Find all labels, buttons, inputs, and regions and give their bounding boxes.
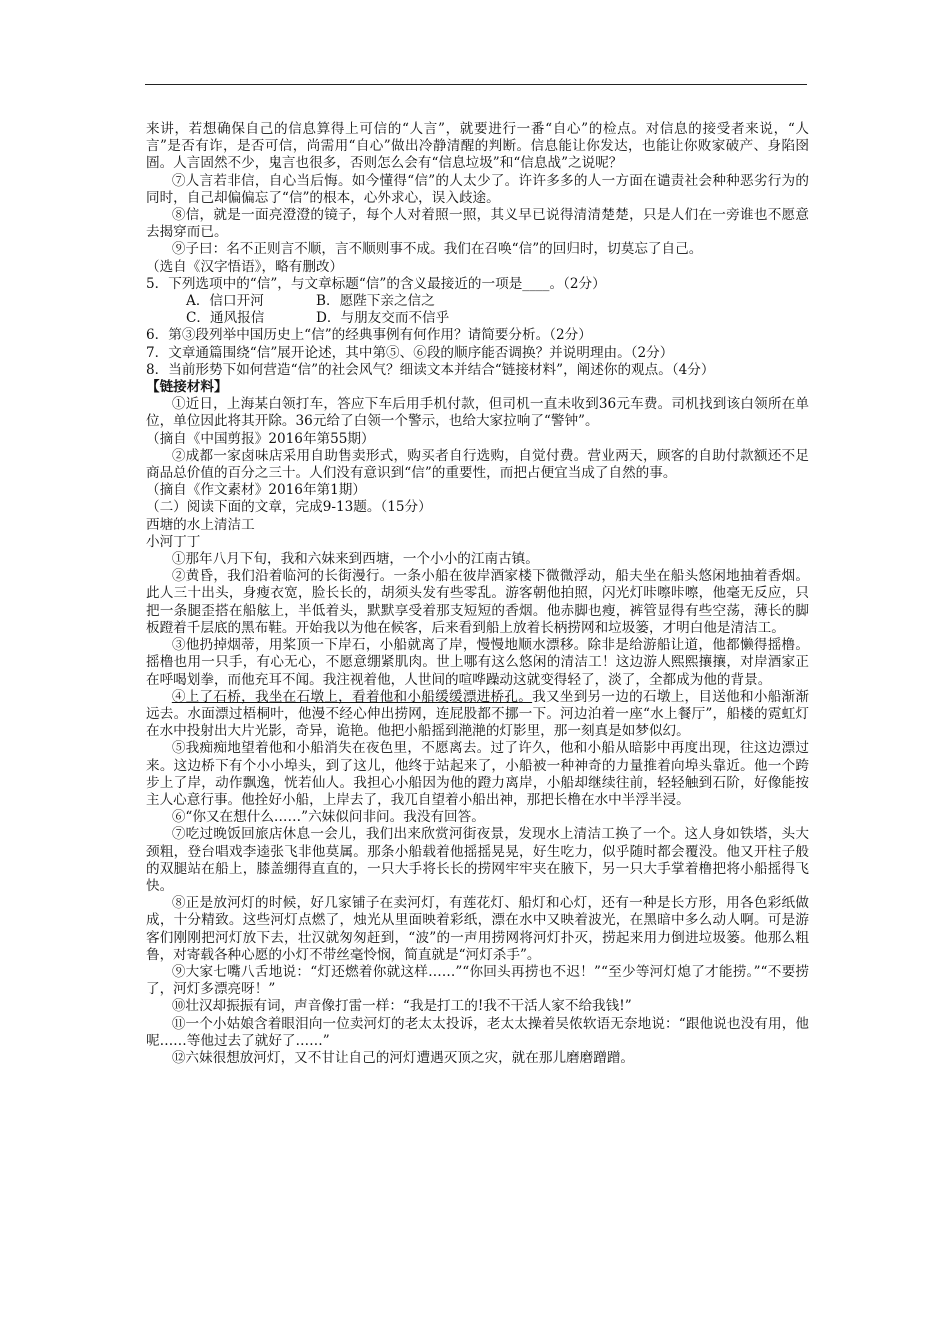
link-material-2: ②成都一家卤味店采用自助售卖形式，购买者自行选购，自觉付费。营业两天，顾客的自助付款额还不足商品总价值的百分之三十。人们没有意识到“信”的重要性，而把占便宜当成了自然的事。 <box>146 447 809 482</box>
story-paragraph-12: ⑫六妹很想放河灯，又不甘让自己的河灯遭遇灭顶之灾，就在那儿磨磨蹭蹭。 <box>171 1049 635 1066</box>
question-5: 5．下列选项中的“信”，与文章标题“信”的含义最接近的一项是____。（2分） <box>146 275 606 292</box>
paragraph-continuation: 来讲，若想确保自己的信息算得上可信的“人言”，就要进行一番“自心”的检点。对信息的接受者来说，“人言”是否有诈，是否可信，尚需用“自心”做出冷静清醒的判断。信息能让你发达，也能让你败家破产、身陷囹圄。人言固然不少，鬼言也很多，否则怎么会有“信息垃圾”和“信息战”之说呢？ <box>146 121 809 172</box>
paragraph-7: ⑦人言若非信，自心当后悔。如今懂得“信”的人太少了。许许多多的人一方面在谴责社会种种恶劣行为的同时，自己却偏偏忘了“信”的根本，心外求心，误入歧途。 <box>146 172 809 206</box>
source-citation: （选自《汉字悟语》，略有删改） <box>146 258 344 275</box>
link-material-2-source: （摘自《作文素材》2016年第1期） <box>146 482 366 499</box>
options-row-2 <box>146 310 809 327</box>
option-d: D．与朋友交而不信乎 <box>316 310 450 327</box>
story-paragraph-11: ⑪一个小姑娘含着眼泪向一位卖河灯的老太太投诉，老太太操着吴侬软语无奈地说：“跟他说也没有用，他呢……等他过去了就好了……” <box>146 1015 809 1049</box>
story-paragraph-1: ①那年八月下旬，我和六妹来到西塘，一个小小的江南古镇。 <box>171 551 539 568</box>
option-a: A．信口开河 <box>186 293 264 310</box>
story-paragraph-9: ⑨大家七嘴八舌地说：“灯还燃着你就这样……”“你回头再捞也不迟！”“至少等河灯熄了才能捞。”“不要捞了，河灯多漂亮呀！” <box>146 963 809 998</box>
link-material-title: 【链接材料】 <box>146 379 228 396</box>
question-6: 6．第③段列举中国历史上“信”的经典事例有何作用？请简要分析。（2分） <box>146 327 592 344</box>
story-paragraph-4 <box>146 689 809 741</box>
section-2-heading: （二）阅读下面的文章，完成9-13题。（15分） <box>146 499 432 516</box>
paragraph-8: ⑧信，就是一面亮澄澄的镜子，每个人对着照一照，其义早已说得清清楚楚，只是人们在一旁谁也不愿意去揭穿而已。 <box>146 207 809 241</box>
underlined-sentence: ④上了石桥，我坐在石墩上，看着他和小船缓缓漂进桥孔。 <box>171 688 533 705</box>
story-paragraph-2: ②黄昏，我们沿着临河的长街漫行。一条小船在彼岸酒家楼下微微浮动，船夫坐在船头悠闲地抽着香烟。此人三十出头，身瘦衣宽，脸长长的，胡须头发有些零乱。游客朝他拍照，闪光灯咔嚓咔嚓，他毫无反应，只把一条腿歪搭在船舷上，半低着头，默默享受着那支短短的香烟。他赤脚也瘦，裤管显得有些空荡，薄长的脚板蹬着千层底的黑布鞋。开始我以为他在候客，后来看到船上放着长柄捞网和垃圾篓，才明白他是清洁工。 <box>146 568 809 636</box>
link-material-1: ①近日，上海某白领打车，答应下车后用手机付款，但司机一直未收到36元车费。司机找到该白领所在单位，单位因此将其开除。36元给了白领一个警示，也给大家拉响了“警钟”。 <box>146 396 809 430</box>
story-paragraph-10: ⑩壮汉却振振有词，声音像打雷一样：“我是打工的!我不干活人家不给我钱!” <box>171 998 632 1015</box>
story-paragraph-3: ③他扔掉烟蒂，用桨顶一下岸石，小船就离了岸，慢慢地顺水漂移。除非是给游船让道，他都懒得摇橹。摇橹也用一只手，有心无心，不愿意绷紧肌肉。世上哪有这么悠闲的清洁工！这边游人熙熙攘攘，对岸酒家正在呼喝划拳，而他充耳不闻。我注视着他，人世间的喧哗躁动这就变得轻了，淡了，全都成为他的背景。 <box>146 637 809 688</box>
link-material-1-source: （摘自《中国剪报》2016年第55期） <box>146 430 375 447</box>
question-8: 8．当前形势下如何营造“信”的社会风气？细读文本并结合“链接材料”，阐述你的观点。（4分） <box>146 361 715 378</box>
story-paragraph-6: ⑥“你又在想什么……”六妹似问非问。我没有回答。 <box>171 809 485 826</box>
story-paragraph-7: ⑦吃过晚饭回旅店休息一会儿，我们出来欣赏河街夜景，发现水上清洁工换了一个。这人身如铁塔，头大颈粗，登台唱戏李逵张飞非他莫属。那条小船载着他摇摇晃晃，好生吃力，似乎随时都会覆没。他又开柱子般的双腿站在船上，膝盖绷得直直的，一只大手将长长的捞网牢牢夹在腋下，另一只大手掌着橹把将小船摇得飞快。 <box>146 826 809 894</box>
story-paragraph-5: ⑤我痴痴地望着他和小船消失在夜色里，不愿离去。过了许久，他和小船从暗影中再度出现，往这边漂过来。这边桥下有个小小埠头，到了这儿，他终于站起来了，小船被一种神奇的力量推着向埠头靠近。他一个跨步上了岸，动作飘逸，恍若仙人。我担心小船因为他的蹬力离岸，小船却继续往前，轻轻触到石阶，好像能按主人心意行事。他拴好小船，上岸去了，我兀自望着小船出神，那把长橹在水中半浮半浸。 <box>146 740 809 808</box>
document-body <box>146 121 809 1067</box>
story-title: 西塘的水上清洁工 <box>146 516 255 533</box>
story-author: 小河丁丁 <box>146 533 201 550</box>
story-paragraph-8: ⑧正是放河灯的时候，好几家铺子在卖河灯，有莲花灯、船灯和心灯，还有一种是长方形，用各色彩纸做成，十分精致。这些河灯点燃了，烛光从里面映着彩纸，漂在水中又映着波光，在黑暗中多么动人啊。可是游客们刚刚把河灯放下去，壮汉就匆匆赶到，“波”的一声用捞网将河灯扑灭，捞起来用力倒进垃圾篓。他那么粗鲁，对寄载各种心愿的小灯不带丝毫怜悯，简直就是“河灯杀手”。 <box>146 895 809 963</box>
story-paragraph-4-rest: 我又坐到另一边的石墩上，目送他和小船渐渐远去。水面漂过梧桐叶，他漫不经心伸出捞网，连屁股都不挪一下。河边泊着一座“水上餐厅”，船楼的霓虹灯在水中投射出大片光影，奇异，诡艳。他把小船摇到滟滟的灯影里，那一刻真是如梦似幻。 <box>146 688 810 740</box>
option-c: C．通风报信 <box>186 310 265 327</box>
paragraph-9: ⑨子曰：名不正则言不顺，言不顺则事不成。我们在召唤“信”的回归时，切莫忘了自己。 <box>171 241 703 258</box>
question-7: 7．文章通篇围绕“信”展开论述，其中第⑤、⑥段的顺序能否调换？并说明理由。（2分） <box>146 344 674 361</box>
options-row-1 <box>146 293 809 310</box>
header-rule <box>145 84 807 85</box>
option-b: B．愿陛下亲之信之 <box>316 293 435 310</box>
